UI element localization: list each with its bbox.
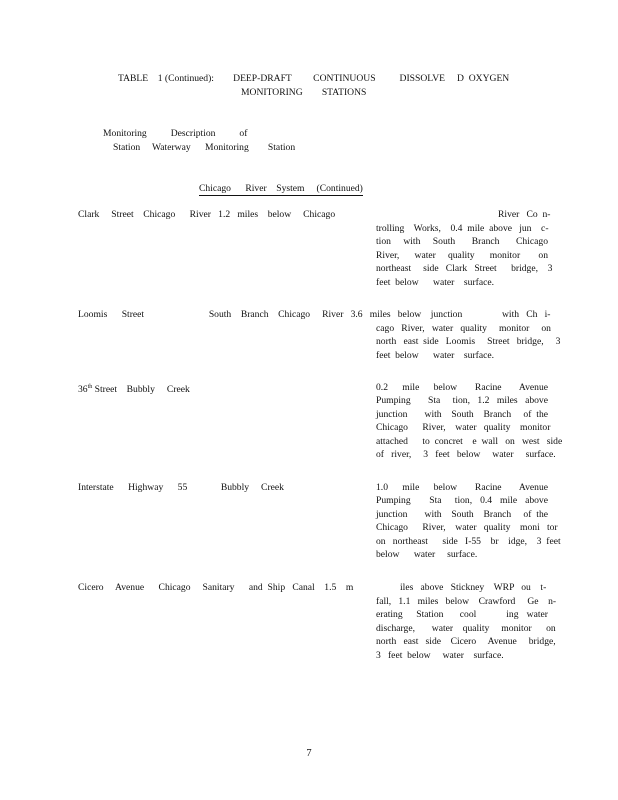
column-header-line2: Station Waterway Monitoring Station xyxy=(113,142,296,153)
row-clark-street-station: Clark Street Chicago River 1.2 miles below Chicago xyxy=(78,209,336,220)
row-36th-street-station: 36th Street Bubbly Creek xyxy=(78,384,190,395)
row-clark-street-desc-head: River Co n- xyxy=(498,209,551,220)
row-loomis-street-desc-head: with Ch i- xyxy=(502,309,551,320)
table-title-line1: TABLE 1 (Continued): DEEP-DRAFT CONTINUOUS DISSOLVE D OXYGEN xyxy=(118,73,510,84)
row-cicero-avenue-desc-head: iles above Stickney WRP ou t- xyxy=(400,582,547,593)
section-heading: Chicago River System (Continued) xyxy=(199,183,363,194)
row-cicero-avenue-station: Cicero Avenue Chicago Sanitary and Ship Canal 1.5 m xyxy=(78,582,354,593)
row-cicero-avenue-description: fall, 1.1 miles below Crawford Ge n- erating Station cool ing water discharge, water quality monitor on north east side Cicero Avenue bridge, 3 feet below water surface. xyxy=(376,596,557,661)
row-interstate-55-description: 1.0 mile below Racine Avenue Pumping Sta tion, 0.4 mile above junction with South Branch of the Chicago River, water quality moni tor on northeast side I-55 br idge, 3 feet below water surface. xyxy=(376,482,561,561)
table-title-line2: MONITORING STATIONS xyxy=(241,87,367,98)
row-clark-street-description: trolling Works, 0.4 mile above jun c- tion with South Branch Chicago River, water quality monitor on northeast side Clark Street bridge, 3 feet below water surface. xyxy=(376,223,553,288)
row-loomis-street-description: cago River, water quality monitor on north east side Loomis Street bridge, 3 feet below water surface. xyxy=(376,323,561,361)
row-loomis-street-station: Loomis Street South Branch Chicago River 3.6 miles below junction xyxy=(78,309,463,320)
row-36th-street-description: 0.2 mile below Racine Avenue Pumping Sta tion, 1.2 miles above junction with South Branch of the Chicago River, water quality monitor attached to concret e wall on west side of river, 3 feet below water surface. xyxy=(376,382,563,461)
row-interstate-55-station: Interstate Highway 55 Bubbly Creek xyxy=(78,482,284,493)
section-heading-underline xyxy=(199,195,363,196)
page-number: 7 xyxy=(306,748,312,759)
column-header-line1: Monitoring Description of xyxy=(103,128,248,139)
